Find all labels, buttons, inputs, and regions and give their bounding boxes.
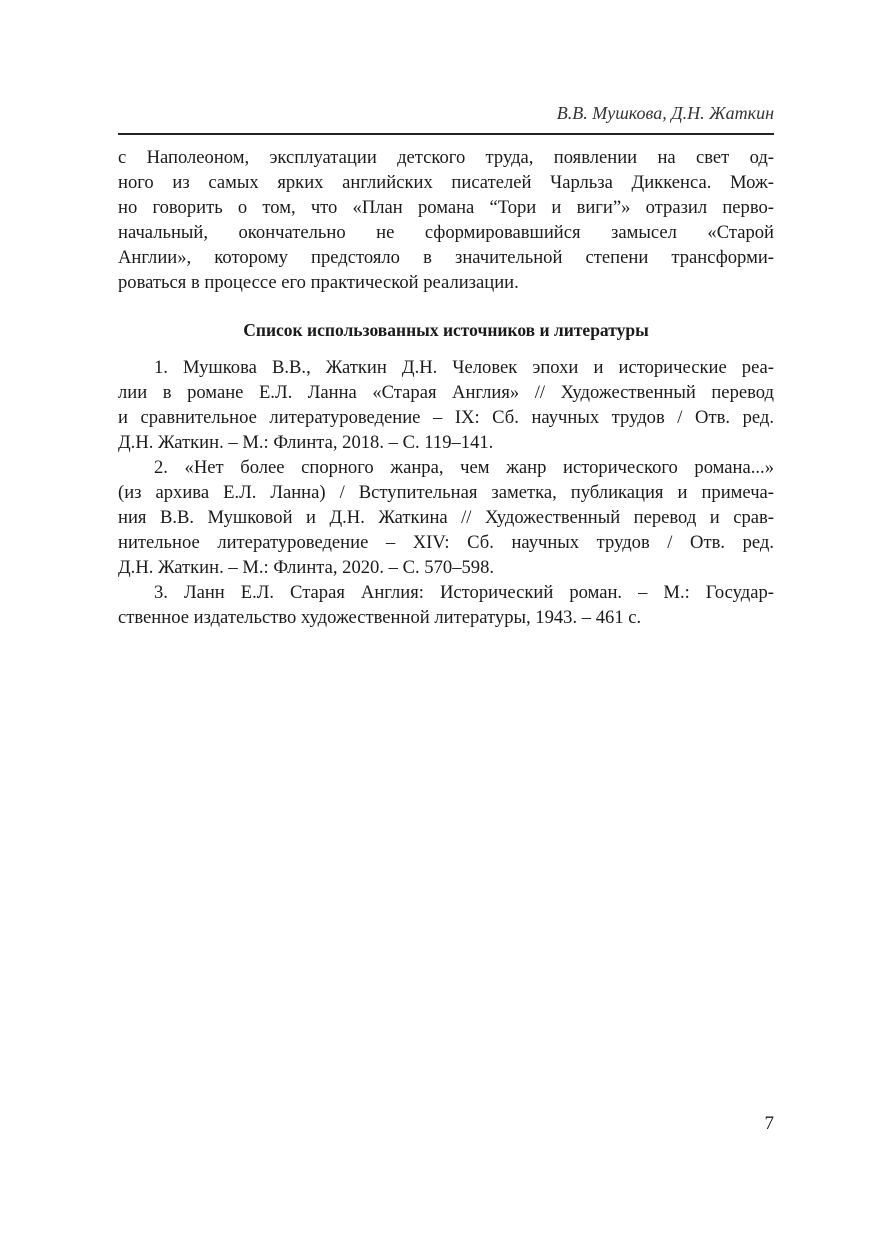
reference-item-3	[118, 580, 774, 630]
reference-line: (из архива Е.Л. Ланна) / Вступительная заметка, публикация и примеча-	[118, 482, 774, 503]
reference-line: 2. «Нет более спорного жанра, чем жанр исторического романа...»	[154, 457, 774, 478]
reference-line: и сравнительное литературоведение – IX: Сб. научных трудов / Отв. ред.	[118, 407, 774, 428]
reference-line: Д.Н. Жаткин. – М.: Флинта, 2018. – С. 119–141.	[118, 432, 494, 453]
reference-line: лии в романе Е.Л. Ланна «Старая Англия» // Художественный перевод	[118, 382, 774, 403]
reference-line: ния В.В. Мушковой и Д.Н. Жаткина // Художественный перевод и срав-	[118, 507, 774, 528]
reference-line: 1. Мушкова В.В., Жаткин Д.Н. Человек эпохи и исторические реа-	[154, 357, 774, 378]
reference-item-1	[118, 355, 774, 455]
header-rule	[118, 133, 774, 135]
reference-line: 3. Ланн Е.Л. Старая Англия: Исторический роман. – М.: Государ-	[154, 582, 774, 603]
references-list	[118, 355, 774, 630]
body-line: Англии», которому предстояло в значительной степени трансформи-	[118, 247, 774, 268]
body-line: но говорить о том, что «План романа “Тори и виги”» отразил перво-	[118, 197, 774, 218]
references-title: Список использованных источников и литературы	[243, 320, 649, 340]
body-line: роваться в процессе его практической реализации.	[118, 272, 519, 293]
page-number: 7	[764, 1113, 774, 1134]
body-line: ного из самых ярких английских писателей Чарльза Диккенса. Мож-	[118, 172, 774, 193]
body-line: начальный, окончательно не сформировавшийся замысел «Старой	[118, 222, 774, 243]
reference-line: нительное литературоведение – XIV: Сб. научных трудов / Отв. ред.	[118, 532, 774, 553]
running-head: В.В. Мушкова, Д.Н. Жаткин	[556, 103, 774, 123]
reference-item-2	[118, 455, 774, 580]
reference-line: Д.Н. Жаткин. – М.: Флинта, 2020. – С. 570–598.	[118, 557, 495, 578]
body-line: с Наполеоном, эксплуатации детского труда, появлении на свет од-	[118, 147, 774, 168]
reference-line: ственное издательство художественной литературы, 1943. – 461 с.	[118, 607, 642, 628]
body-paragraph	[118, 145, 774, 295]
